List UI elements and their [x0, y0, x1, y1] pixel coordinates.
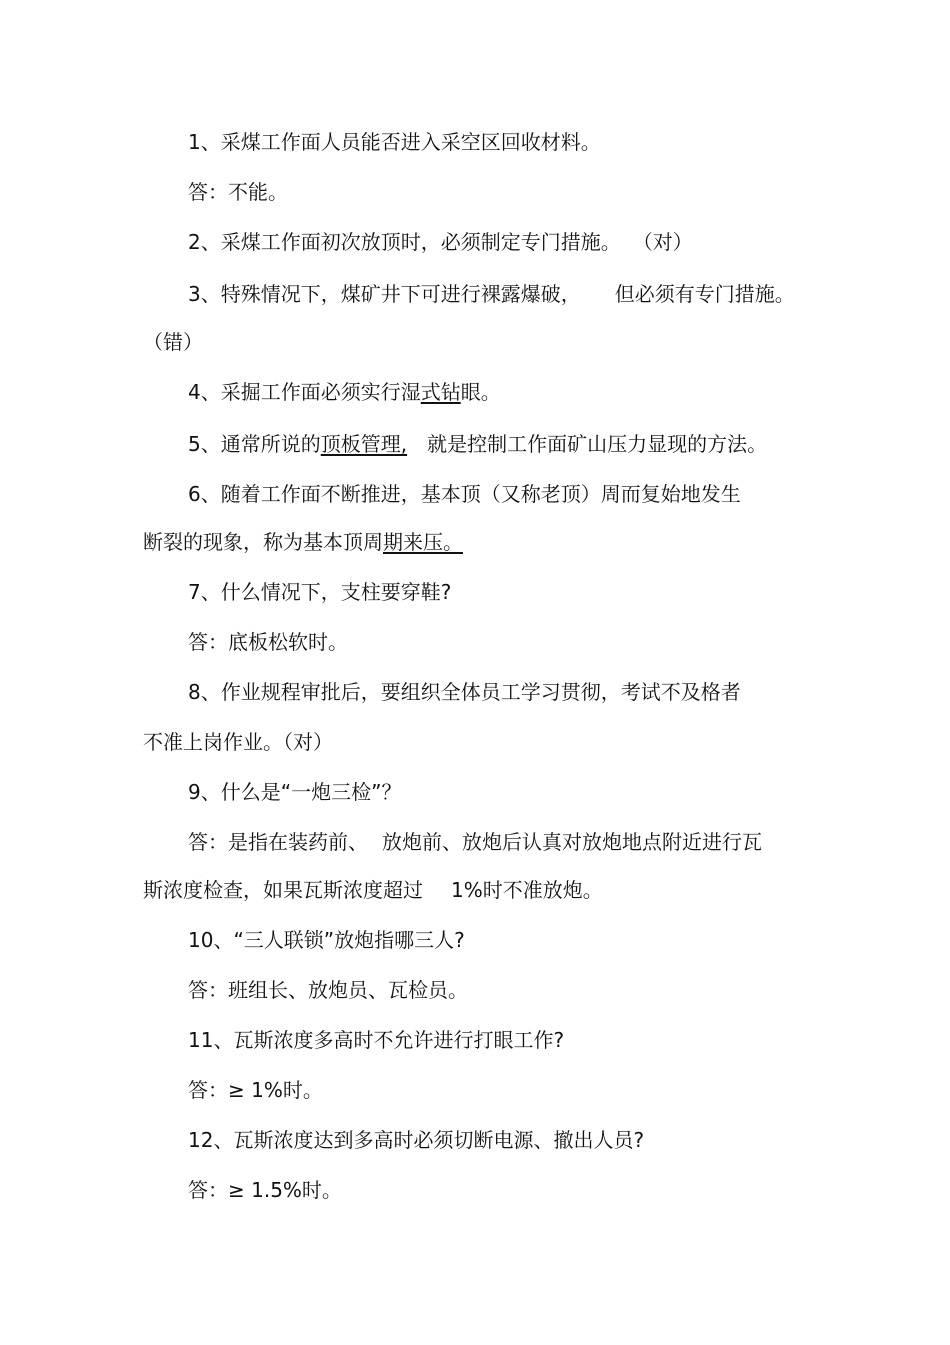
answer-1: 答：不能。 [188, 180, 288, 204]
underlined-term: 式钻 [420, 380, 461, 404]
answer-7: 答：底板松软时。 [188, 630, 348, 654]
answer-11: 答：≥ 1%时。 [188, 1078, 323, 1102]
underlined-term: 期来压。 [383, 530, 463, 554]
question-5: 5、通常所说的顶板管理, 就是控制工作面矿山压力显现的方法。 [188, 432, 768, 456]
question-3-mark: （错） [143, 330, 203, 354]
question-1: 1、采煤工作面人员能否进入采空区回收材料。 [188, 130, 601, 154]
question-8-line-2: 不准上岗作业。（对） [143, 730, 333, 754]
question-10: 10、“三人联锁”放炮指哪三人? [188, 928, 465, 952]
question-8-line-1: 8、作业规程审批后，要组织全体员工学习贯彻，考试不及格者 [188, 680, 741, 704]
question-12: 12、瓦斯浓度达到多高时必须切断电源、撤出人员? [188, 1128, 645, 1152]
question-6-line-2: 断裂的现象，称为基本顶周期来压。 [143, 530, 477, 554]
judgement-mark: （对） [642, 230, 693, 254]
question-6-line-1: 6、随着工作面不断推进，基本顶（又称老顶）周而复始地发生 [188, 482, 741, 506]
answer-12: 答：≥ 1.5%时。 [188, 1178, 342, 1202]
question-7: 7、什么情况下，支柱要穿鞋? [188, 580, 452, 604]
answer-9-line-2: 斯浓度检查，如果瓦斯浓度超过 1%时不准放炮。 [143, 878, 603, 902]
question-3: 3、特殊情况下，煤矿井下可进行裸露爆破， 但必须有专门措施。 [188, 282, 795, 306]
question-9: 9、什么是“一炮三检”？ [188, 780, 402, 804]
question-4: 4、采掘工作面必须实行湿式钻眼。 [188, 380, 501, 404]
answer-9-line-1: 答：是指在装药前、 放炮前、放炮后认真对放炮地点附近进行瓦 [188, 830, 762, 854]
question-11: 11、瓦斯浓度多高时不允许进行打眼工作? [188, 1028, 565, 1052]
question-2: 2、采煤工作面初次放顶时，必须制定专门措施。 （对） [188, 230, 693, 254]
answer-10: 答：班组长、放炮员、瓦检员。 [188, 978, 468, 1002]
underlined-term: 顶板管理, [320, 432, 408, 456]
